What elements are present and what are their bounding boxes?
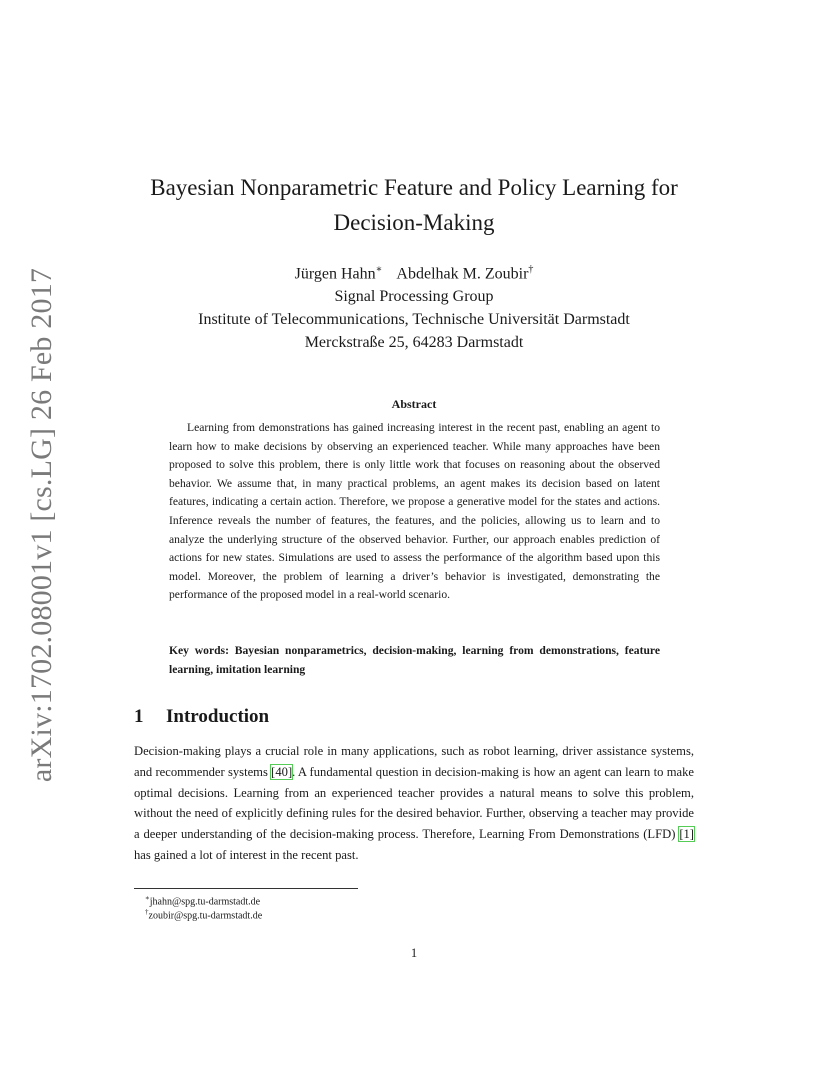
intro-text-3: has gained a lot of interest in the recent past. bbox=[134, 847, 359, 862]
footnote-2-email: zoubir@spg.tu-darmstadt.de bbox=[148, 910, 263, 922]
author-names bbox=[100, 258, 728, 285]
author-1-footnote-mark[interactable]: ∗ bbox=[375, 264, 383, 275]
abstract-heading: Abstract bbox=[391, 397, 437, 411]
author-2-footnote-mark[interactable]: † bbox=[528, 264, 534, 275]
introduction-paragraph bbox=[134, 741, 694, 866]
intro-text-1: Decision-making plays a crucial role in many applications, such as robot learning, driver assistance systems, and recommender systems bbox=[134, 744, 694, 779]
author-group: Signal Processing Group bbox=[334, 288, 494, 306]
author-2-name: Abdelhak M. Zoubir bbox=[396, 265, 529, 283]
author-1-name: Jürgen Hahn bbox=[294, 265, 376, 283]
footnote-1-mark: ∗ bbox=[145, 894, 150, 902]
section-number: 1 bbox=[134, 706, 144, 727]
arxiv-stamp: arXiv:1702.08001v1 [cs.LG] 26 Feb 2017 bbox=[25, 267, 58, 783]
abstract-text: Learning from demonstrations has gained increasing interest in the recent past, enabling an agent to learn how to make decisions by observing an experienced teacher. While many approaches have been proposed to solve this problem, there is only little work that focuses on reasoning about the observed behavior. We assume that, in many practical problems, an agent makes its decision based on latent features, indicating a certain action. Therefore, we propose a generative model for the states and actions. Inference reveals the number of features, the features, and the policies, allowing us to learn and to analyze the underlying structure of the observed behavior. Further, our approach enables prediction of actions for new states. Simulations are used to assess the performance of the algorithm based upon this model. Moreover, the problem of learning a driver’s behavior is investigated, demonstrating the performance of the proposed model in a real-world scenario. bbox=[169, 421, 660, 602]
paper-title bbox=[100, 170, 728, 240]
section-title: Introduction bbox=[166, 706, 270, 727]
page-number: 1 bbox=[410, 946, 418, 960]
author-institute: Institute of Telecommunications, Technische Universität Darmstadt bbox=[198, 311, 630, 329]
footnote-1-email: jhahn@spg.tu-darmstadt.de bbox=[149, 896, 261, 908]
footnote-2 bbox=[145, 908, 262, 921]
footnote-1 bbox=[145, 894, 260, 907]
footnote-divider bbox=[134, 888, 358, 889]
author-block bbox=[100, 258, 728, 354]
footnote-2-mark: † bbox=[145, 908, 149, 916]
keywords: Key words: Bayesian nonparametrics, decision-making, learning from demonstrations, feature learning, imitation learning bbox=[169, 644, 660, 676]
author-address: Merckstraße 25, 64283 Darmstadt bbox=[304, 334, 524, 352]
citation-link-1[interactable]: [1] bbox=[679, 827, 694, 842]
paper-title-line-1: Bayesian Nonparametric Feature and Policy Learning for bbox=[150, 175, 678, 200]
citation-link-40[interactable]: [40] bbox=[271, 764, 293, 779]
paper-title-line-2: Decision-Making bbox=[333, 210, 495, 235]
intro-text-2: . A fundamental question in decision-making is how an agent can learn to make optimal decisions. Learning from an experienced teacher provides a natural means to solve this problem, without the need of explicitly defining rules for the desired behavior. Further, observing a teacher may provide a deeper understanding of the decision-making process. Therefore, Learning From Demonstrations (LFD) bbox=[134, 764, 694, 842]
section-heading-introduction bbox=[134, 706, 269, 728]
